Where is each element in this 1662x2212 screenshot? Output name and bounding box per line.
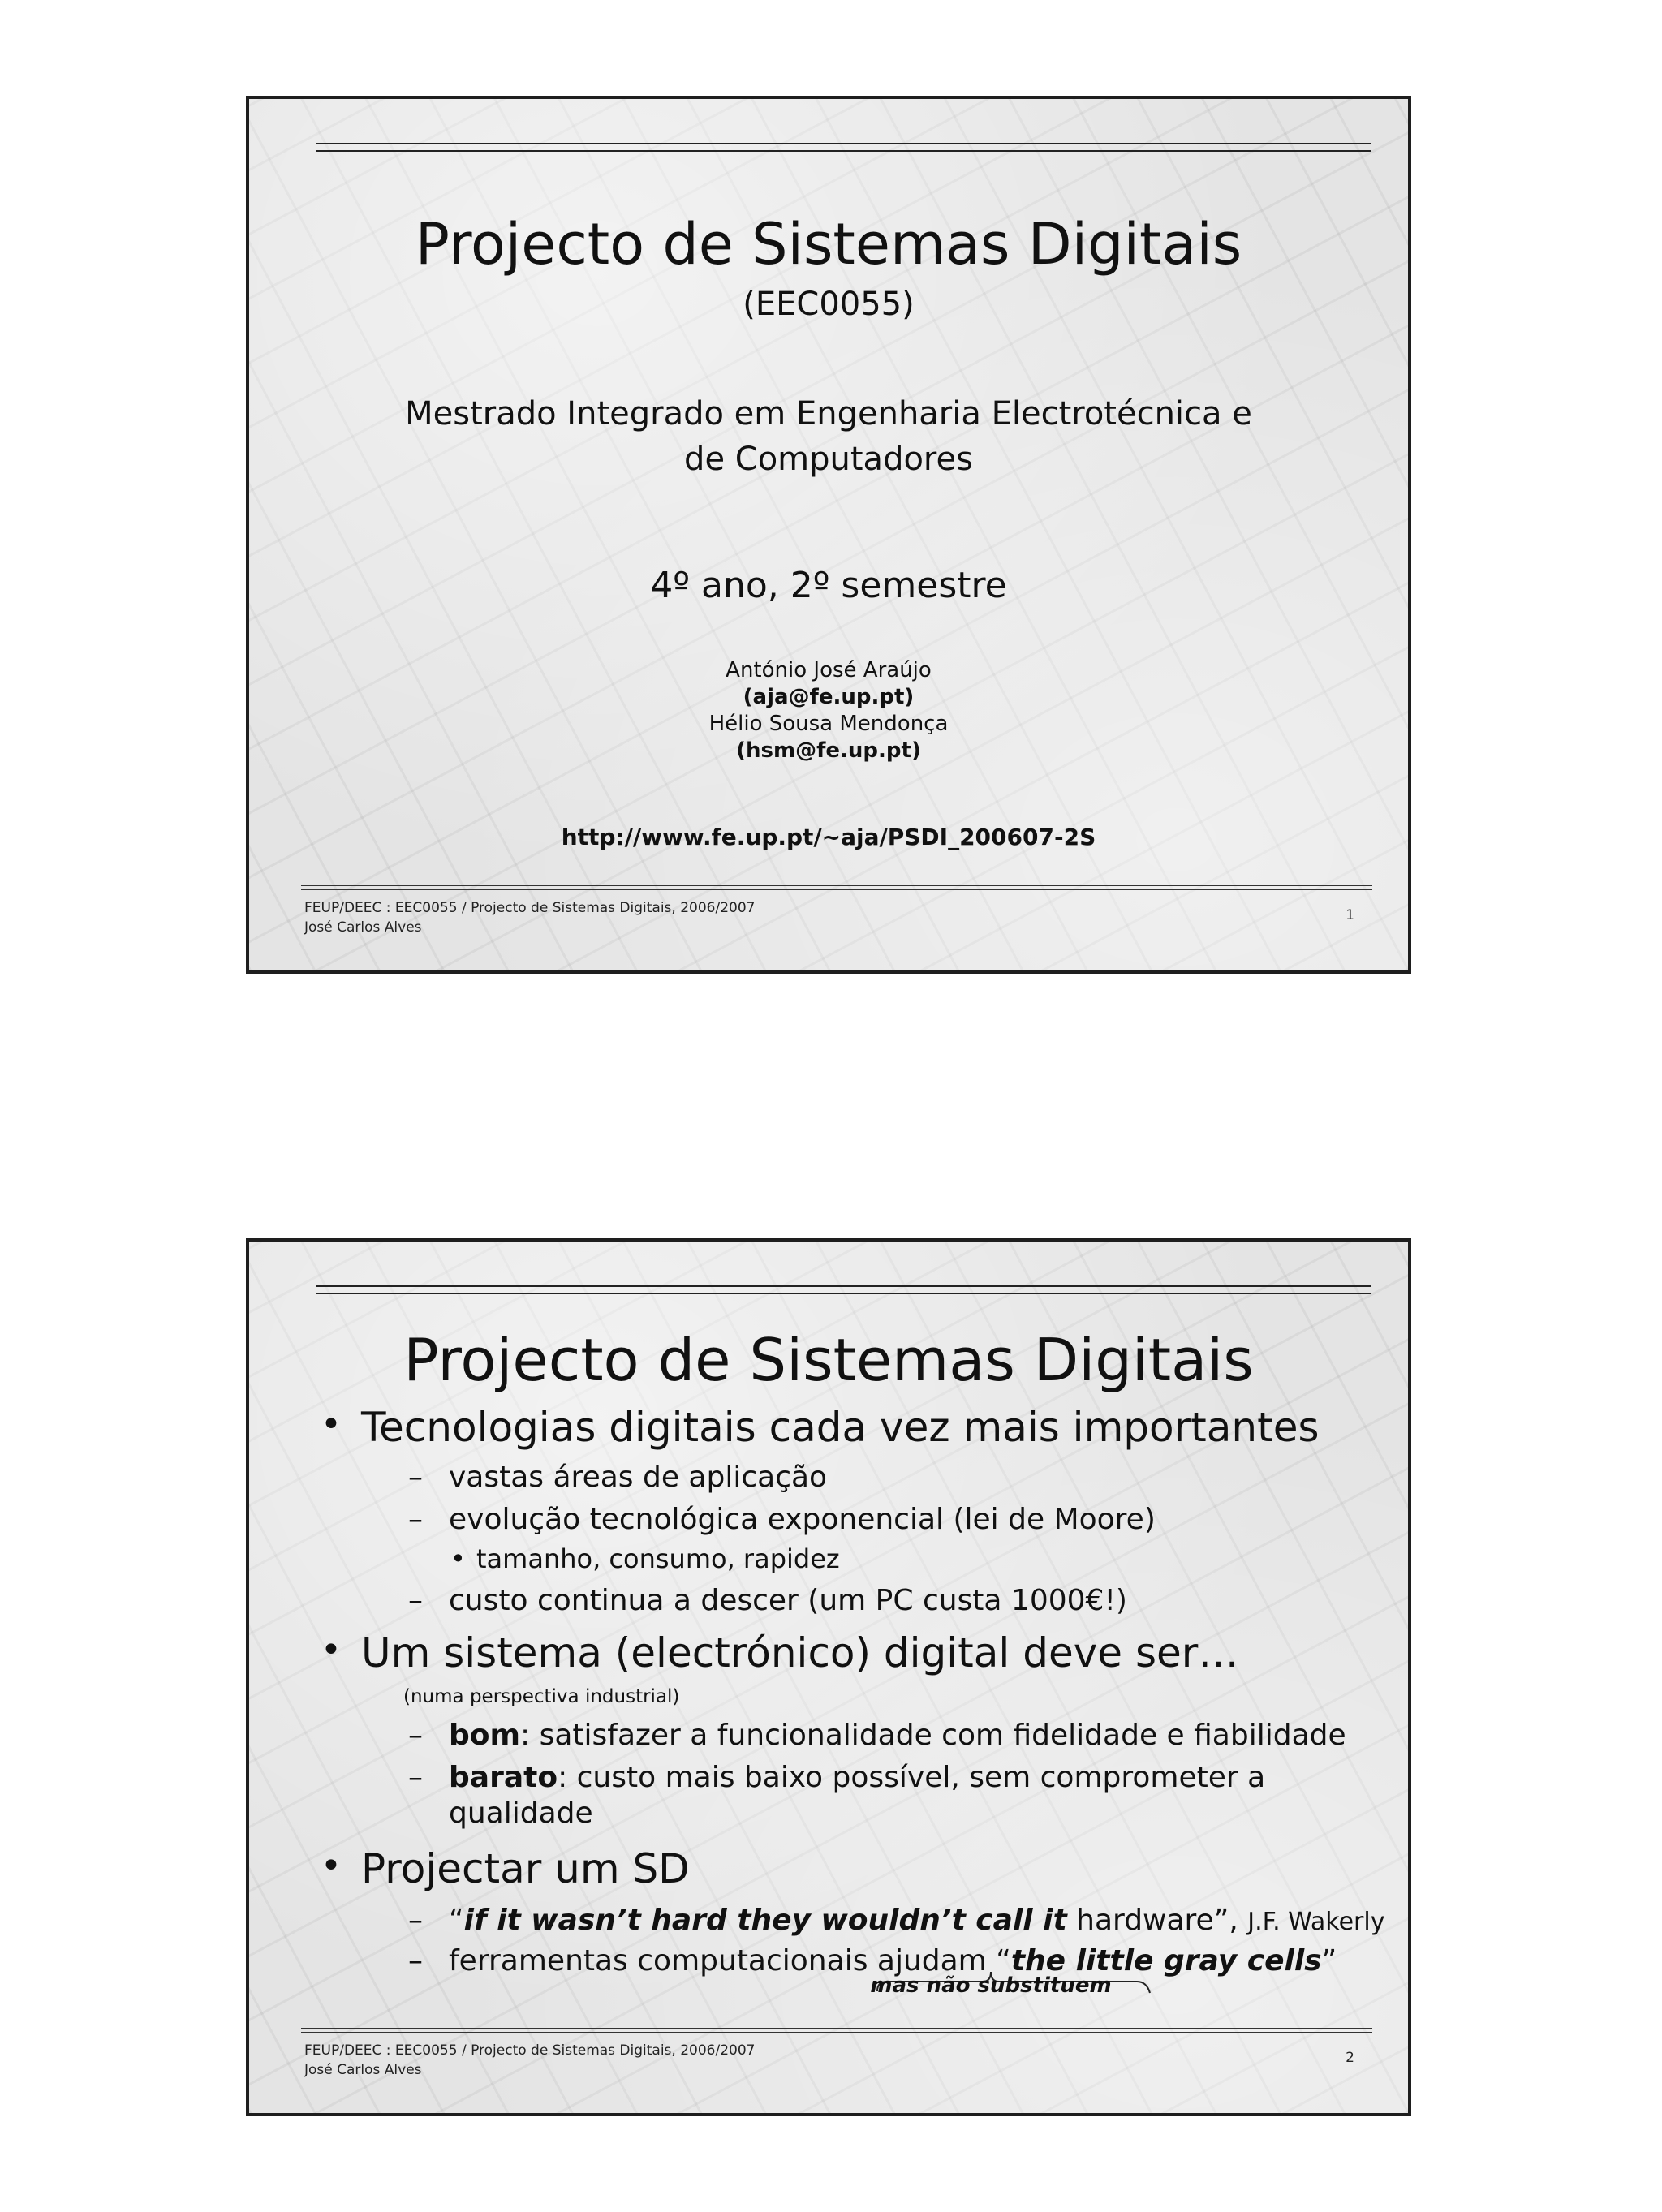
course-name-line-1: Mestrado Integrado em Engenharia Electrotécnica e xyxy=(405,395,1252,433)
page-number: 1 xyxy=(1346,907,1354,923)
footer-course: FEUP/DEEC : EEC0055 / Projecto de Sistemas Digitais, 2006/2007 xyxy=(304,900,756,916)
slide-2 xyxy=(246,1238,1411,2116)
course-url: http://www.fe.up.pt/~aja/PSDI_200607-2S xyxy=(561,824,1096,850)
year-semester: 4º ano, 2º semestre xyxy=(650,565,1007,606)
dash-icon: – xyxy=(408,1461,423,1494)
sub-item: – barato: custo mais baixo possível, sem comprometer a xyxy=(408,1761,1266,1794)
slide-1 xyxy=(246,96,1411,974)
course-name xyxy=(249,391,1408,482)
bullet-item: • Um sistema (electrónico) digital deve ser… xyxy=(321,1629,1239,1676)
slide-title: Projecto de Sistemas Digitais xyxy=(403,1326,1254,1394)
slide-title: Projecto de Sistemas Digitais xyxy=(415,211,1242,278)
course-code: (EEC0055) xyxy=(743,286,915,323)
dash-icon: – xyxy=(408,1503,423,1536)
footer-author: José Carlos Alves xyxy=(304,2062,422,2078)
footer-double-rule xyxy=(301,885,1372,890)
sub-sub-item: • tamanho, consumo, rapidez xyxy=(450,1543,840,1574)
bullet-item: • Tecnologias digitais cada vez mais importantes xyxy=(321,1404,1320,1451)
author-name: Hélio Sousa Mendonça xyxy=(708,712,949,736)
sub-item-continuation: qualidade xyxy=(449,1797,593,1830)
slide-footer xyxy=(304,2041,755,2080)
top-double-rule xyxy=(316,143,1371,152)
bullet-dot-icon: • xyxy=(450,1543,466,1574)
slide-footer xyxy=(304,898,755,937)
bullet-dot-icon: • xyxy=(321,1845,342,1887)
bullet-note: (numa perspectiva industrial) xyxy=(403,1686,680,1707)
page-number: 2 xyxy=(1346,2050,1354,2066)
course-name-line-2: de Computadores xyxy=(684,441,973,478)
dash-icon: – xyxy=(408,1719,423,1752)
footer-course: FEUP/DEEC : EEC0055 / Projecto de Sistemas Digitais, 2006/2007 xyxy=(304,2042,756,2059)
sub-item: – ferramentas computacionais ajudam “the little gray cells” xyxy=(408,1944,1337,1977)
bullet-item: • Projectar um SD xyxy=(321,1845,690,1892)
sub-item: – evolução tecnológica exponencial (lei de Moore) xyxy=(408,1503,1156,1536)
footer-double-rule xyxy=(301,2028,1372,2033)
bullet-dot-icon: • xyxy=(321,1629,342,1671)
footer-author: José Carlos Alves xyxy=(304,919,422,936)
brace-note: mas não substituem xyxy=(870,1973,1112,1998)
sub-item: – bom: satisfazer a funcionalidade com fidelidade e fiabilidade xyxy=(408,1719,1346,1752)
author-name: António José Araújo xyxy=(726,658,932,682)
author-email: (hsm@fe.up.pt) xyxy=(736,738,921,763)
bullet-dot-icon: • xyxy=(321,1404,342,1445)
author-email: (aja@fe.up.pt) xyxy=(743,685,915,709)
bullet-list xyxy=(249,1242,1408,2113)
sub-item: – vastas áreas de aplicação xyxy=(408,1461,828,1494)
dash-icon: – xyxy=(408,1761,423,1794)
dash-icon: – xyxy=(408,1904,423,1937)
sub-item: – “if it wasn’t hard they wouldn’t call it hardware”, J.F. Wakerly xyxy=(408,1904,1385,1937)
dash-icon: – xyxy=(408,1944,423,1977)
sub-item: – custo continua a descer (um PC custa 1000€!) xyxy=(408,1584,1127,1617)
authors-block xyxy=(249,657,1408,764)
dash-icon: – xyxy=(408,1584,423,1617)
